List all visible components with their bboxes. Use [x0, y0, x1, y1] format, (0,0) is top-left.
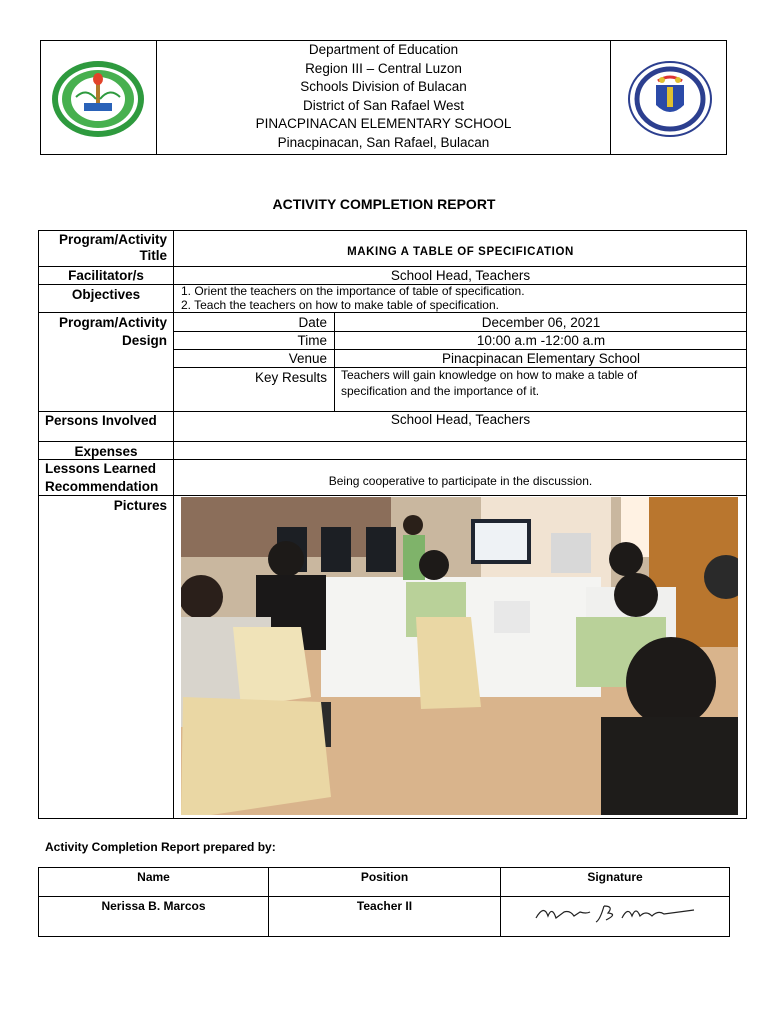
- deped-seal-icon: [628, 61, 712, 137]
- facilitator-value: School Head, Teachers: [390, 268, 531, 283]
- facilitator-label: Facilitator/s: [68, 268, 144, 283]
- design-label-line: Design: [121, 333, 167, 348]
- signature-table: [38, 867, 730, 937]
- key-results-label: Key Results: [254, 370, 327, 385]
- persons-value: School Head, Teachers: [390, 412, 531, 427]
- preparer-name: Nerissa B. Marcos: [101, 899, 206, 913]
- objective-item: 2. Teach the teachers on how to make table of specification.: [181, 298, 499, 312]
- venue-label: Venue: [288, 351, 327, 366]
- venue-value: Pinacpinacan Elementary School: [441, 351, 641, 366]
- title-value: MAKING A TABLE OF SPECIFICATION: [347, 246, 574, 258]
- header-line: Region III – Central Luzon: [305, 60, 462, 76]
- objective-item: 1. Orient the teachers on the importance of table of specification.: [181, 284, 525, 298]
- expenses-label: Expenses: [74, 444, 138, 459]
- objectives-label: Objectives: [71, 287, 141, 302]
- lessons-label-line: Lessons Learned: [45, 461, 157, 476]
- header-line: PINACPINACAN ELEMENTARY SCHOOL: [255, 116, 512, 131]
- activity-form: [38, 230, 747, 819]
- time-value: 10:00 a.m -12:00 a.m: [476, 333, 606, 348]
- key-results-line: specification and the importance of it.: [341, 384, 540, 398]
- column-header-name: Name: [137, 870, 170, 884]
- preparer-position: Teacher II: [356, 899, 413, 913]
- persons-label: Persons Involved: [45, 413, 157, 428]
- handwritten-signature: [534, 900, 699, 926]
- header-line: District of San Rafael West: [302, 97, 465, 113]
- time-label: Time: [297, 333, 327, 348]
- date-value: December 06, 2021: [481, 315, 601, 330]
- report-title: ACTIVITY COMPLETION REPORT: [272, 196, 496, 212]
- pictures-label: Pictures: [113, 498, 167, 513]
- header-line: Schools Division of Bulacan: [300, 79, 467, 94]
- school-seal-icon: [51, 59, 145, 139]
- design-label: [39, 315, 167, 349]
- title-label-line: Title: [139, 248, 167, 263]
- column-header-position: Position: [360, 870, 409, 884]
- letterhead-text: [157, 41, 610, 152]
- design-label-line: Program/Activity: [58, 315, 167, 330]
- classroom-photo-image: [181, 497, 738, 815]
- header-line: Department of Education: [308, 42, 459, 57]
- header-line: Pinacpinacan, San Rafael, Bulacan: [277, 134, 490, 150]
- key-results-line: Teachers will gain knowledge on how to make a table of: [341, 368, 638, 382]
- lessons-value: Being cooperative to participate in the discussion.: [328, 474, 593, 488]
- column-header-signature: Signature: [587, 870, 643, 884]
- title-label: [39, 232, 167, 264]
- prepared-by-label: Activity Completion Report prepared by:: [45, 840, 276, 854]
- activity-photo: [181, 497, 738, 815]
- lessons-label: [45, 461, 158, 495]
- lessons-label-line: Recommendation: [45, 479, 159, 494]
- title-label-line: Program/Activity: [58, 232, 167, 247]
- letterhead: [40, 40, 727, 155]
- date-label: Date: [298, 315, 327, 330]
